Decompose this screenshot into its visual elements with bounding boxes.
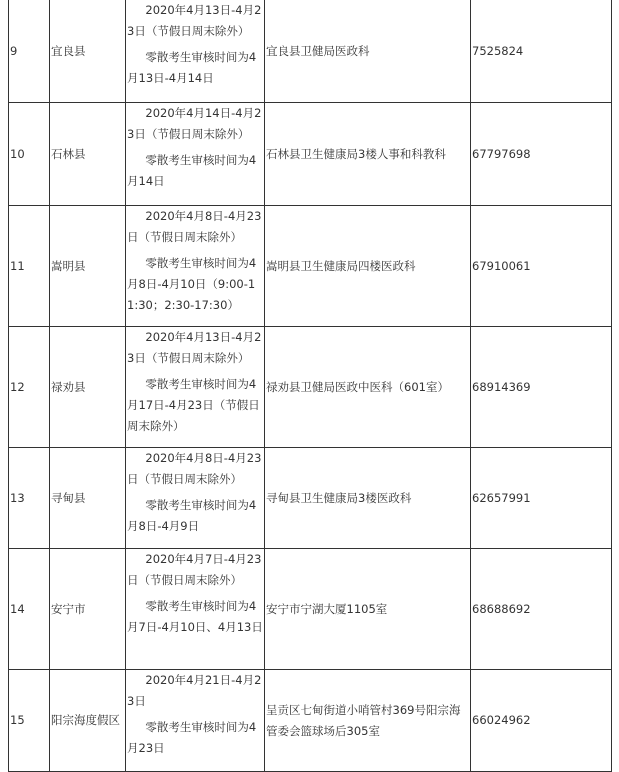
scattered-review-time: 零散考生审核时间为4月14日 <box>127 153 257 188</box>
county-name: 安宁市 <box>50 549 126 670</box>
review-period: 2020年4月14日-4月23日（节假日周末除外） <box>127 106 262 141</box>
review-location: 禄劝县卫健局医政中医科（601室） <box>265 327 471 448</box>
county-name: 阳宗海度假区 <box>50 670 126 772</box>
county-name: 石林县 <box>50 103 126 206</box>
contact-phone: 7525824 <box>471 0 612 103</box>
contact-phone: 68688692 <box>471 549 612 670</box>
row-number: 15 <box>9 670 50 772</box>
county-name: 嵩明县 <box>50 206 126 327</box>
row-number: 13 <box>9 448 50 549</box>
review-location: 寻甸县卫生健康局3楼医政科 <box>265 448 471 549</box>
table-row <box>9 206 612 327</box>
scattered-review-time: 零散考生审核时间为4月13日-4月14日 <box>127 50 257 85</box>
review-time-cell <box>126 103 265 206</box>
row-number: 11 <box>9 206 50 327</box>
review-location: 宜良县卫健局医政科 <box>265 0 471 103</box>
review-time-cell <box>126 0 265 103</box>
review-time-cell <box>126 670 265 772</box>
contact-phone: 68914369 <box>471 327 612 448</box>
row-number: 14 <box>9 549 50 670</box>
contact-phone: 66024962 <box>471 670 612 772</box>
review-period: 2020年4月8日-4月23日（节假日周末除外） <box>127 209 262 244</box>
review-location: 嵩明县卫生健康局四楼医政科 <box>265 206 471 327</box>
review-location: 呈贡区七甸街道小哨管村369号阳宗海管委会篮球场后305室 <box>265 670 471 772</box>
review-period: 2020年4月13日-4月23日（节假日周末除外） <box>127 330 262 365</box>
review-location: 安宁市宁湖大厦1105室 <box>265 549 471 670</box>
review-time-cell <box>126 327 265 448</box>
county-name: 寻甸县 <box>50 448 126 549</box>
scattered-review-time: 零散考生审核时间为4月8日-4月10日（9:00-11:30；2:30-17:30） <box>127 256 257 312</box>
row-number: 10 <box>9 103 50 206</box>
review-period: 2020年4月21日-4月23日 <box>127 673 262 708</box>
table-row <box>9 670 612 772</box>
review-time-cell <box>126 549 265 670</box>
review-time-cell <box>126 448 265 549</box>
review-time-cell <box>126 206 265 327</box>
table-row <box>9 549 612 670</box>
table-row <box>9 103 612 206</box>
contact-phone: 67910061 <box>471 206 612 327</box>
scattered-review-time: 零散考生审核时间为4月23日 <box>127 720 257 755</box>
review-period: 2020年4月7日-4月23日（节假日周末除外） <box>127 552 262 587</box>
table-row <box>9 327 612 448</box>
county-name: 禄劝县 <box>50 327 126 448</box>
table-row <box>9 0 612 103</box>
contact-phone: 67797698 <box>471 103 612 206</box>
review-period: 2020年4月8日-4月23日（节假日周末除外） <box>127 451 262 486</box>
scattered-review-time: 零散考生审核时间为4月7日-4月10日、4月13日 <box>127 599 263 634</box>
review-period: 2020年4月13日-4月23日（节假日周末除外） <box>127 3 262 38</box>
table-row <box>9 448 612 549</box>
review-schedule-table <box>8 0 612 772</box>
contact-phone: 62657991 <box>471 448 612 549</box>
review-location: 石林县卫生健康局3楼人事和科教科 <box>265 103 471 206</box>
scattered-review-time: 零散考生审核时间为4月17日-4月23日（节假日周末除外） <box>127 377 260 433</box>
row-number: 9 <box>9 0 50 103</box>
county-name: 宜良县 <box>50 0 126 103</box>
scattered-review-time: 零散考生审核时间为4月8日-4月9日 <box>127 498 257 533</box>
row-number: 12 <box>9 327 50 448</box>
